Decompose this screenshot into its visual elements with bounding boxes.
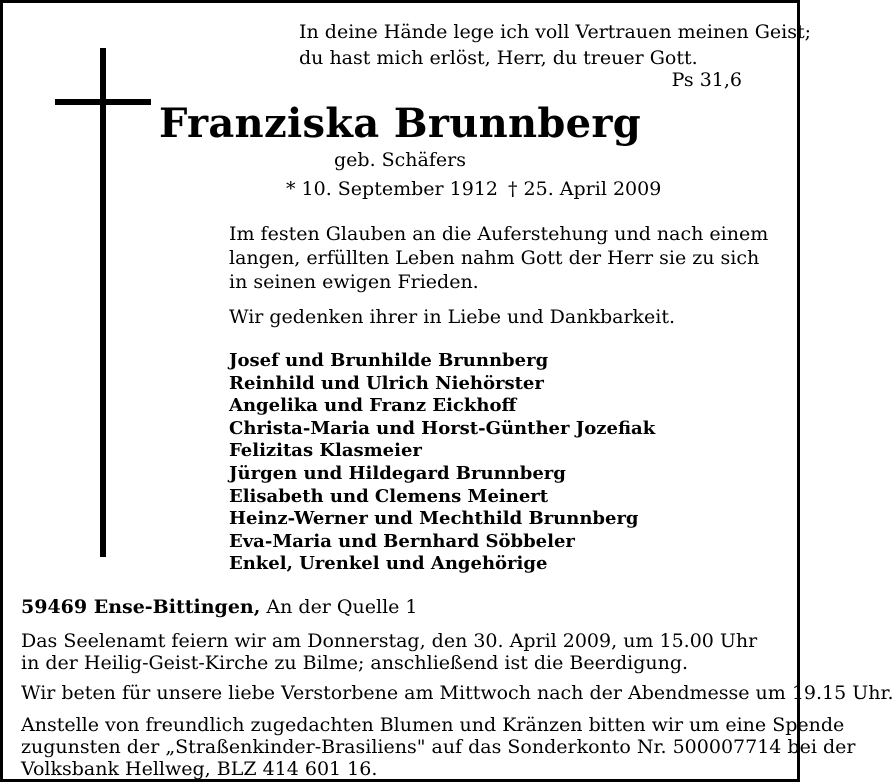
- remembrance-line: Wir gedenken ihrer in Liebe und Dankbarkeit.: [229, 306, 676, 328]
- address-street: An der Quelle 1: [266, 596, 418, 618]
- bible-verse: [299, 19, 811, 71]
- donation-line-1: Anstelle von freundlich zugedachten Blumen und Kränzen bitten wir um eine Spende: [21, 714, 845, 736]
- address-place: 59469 Ense-Bittingen,: [21, 596, 261, 618]
- mourner-item: Felizitas Klasmeier: [229, 440, 422, 462]
- birth-name: geb. Schäfers: [334, 149, 466, 171]
- mourner-item: Heinz-Werner und Mechthild Brunnberg: [229, 508, 639, 530]
- faith-line-3: in seinen ewigen Frieden.: [229, 271, 479, 293]
- faith-paragraph: [229, 222, 768, 294]
- verse-line-1: In deine Hände lege ich voll Vertrauen meinen Geist;: [299, 21, 811, 43]
- donation-line-2: zugunsten der „Straßenkinder-Brasiliens" auf das Sonderkonto Nr. 500007714 bei der: [21, 736, 856, 758]
- address: [21, 596, 418, 618]
- faith-line-1: Im festen Glauben an die Auferstehung und nach einem: [229, 223, 769, 245]
- mourner-item: Enkel, Urenkel und Angehörige: [229, 553, 548, 575]
- verse-reference: Ps 31,6: [671, 69, 742, 91]
- verse-line-2: du hast mich erlöst, Herr, du treuer Gott.: [299, 47, 698, 69]
- mourner-item: Elisabeth und Clemens Meinert: [229, 485, 549, 507]
- mourner-item: Eva-Maria und Bernhard Söbbeler: [229, 530, 575, 552]
- death-date: † 25. April 2009: [508, 178, 662, 200]
- service-info: [21, 630, 757, 674]
- donation-info: [21, 714, 855, 780]
- service-line-2: in der Heilig-Geist-Kirche zu Bilme; anschließend ist die Beerdigung.: [21, 652, 689, 674]
- mourner-item: Josef und Brunhilde Brunnberg: [229, 350, 549, 371]
- service-line-1: Das Seelenamt feiern wir am Donnerstag, den 30. April 2009, um 15.00 Uhr: [21, 630, 758, 652]
- deceased-name: Franziska Brunnberg: [158, 100, 642, 147]
- prayer-info: Wir beten für unsere liebe Verstorbene am Mittwoch nach der Abendmesse um 19.15 Uhr.: [21, 682, 894, 704]
- donation-line-3: Volksbank Hellweg, BLZ 414 601 16.: [21, 758, 378, 780]
- mourner-item: Angelika und Franz Eickhoff: [229, 395, 517, 417]
- birth-date: * 10. September 1912: [286, 178, 498, 200]
- mourner-item: Jürgen und Hildegard Brunnberg: [229, 462, 566, 484]
- mourners-list: [229, 350, 655, 576]
- mourner-item: Christa-Maria und Horst-Günther Jozefiak: [229, 417, 656, 439]
- faith-line-2: langen, erfüllten Leben nahm Gott der Herr sie zu sich: [229, 247, 760, 269]
- mourner-item: Reinhild und Ulrich Niehörster: [229, 372, 544, 394]
